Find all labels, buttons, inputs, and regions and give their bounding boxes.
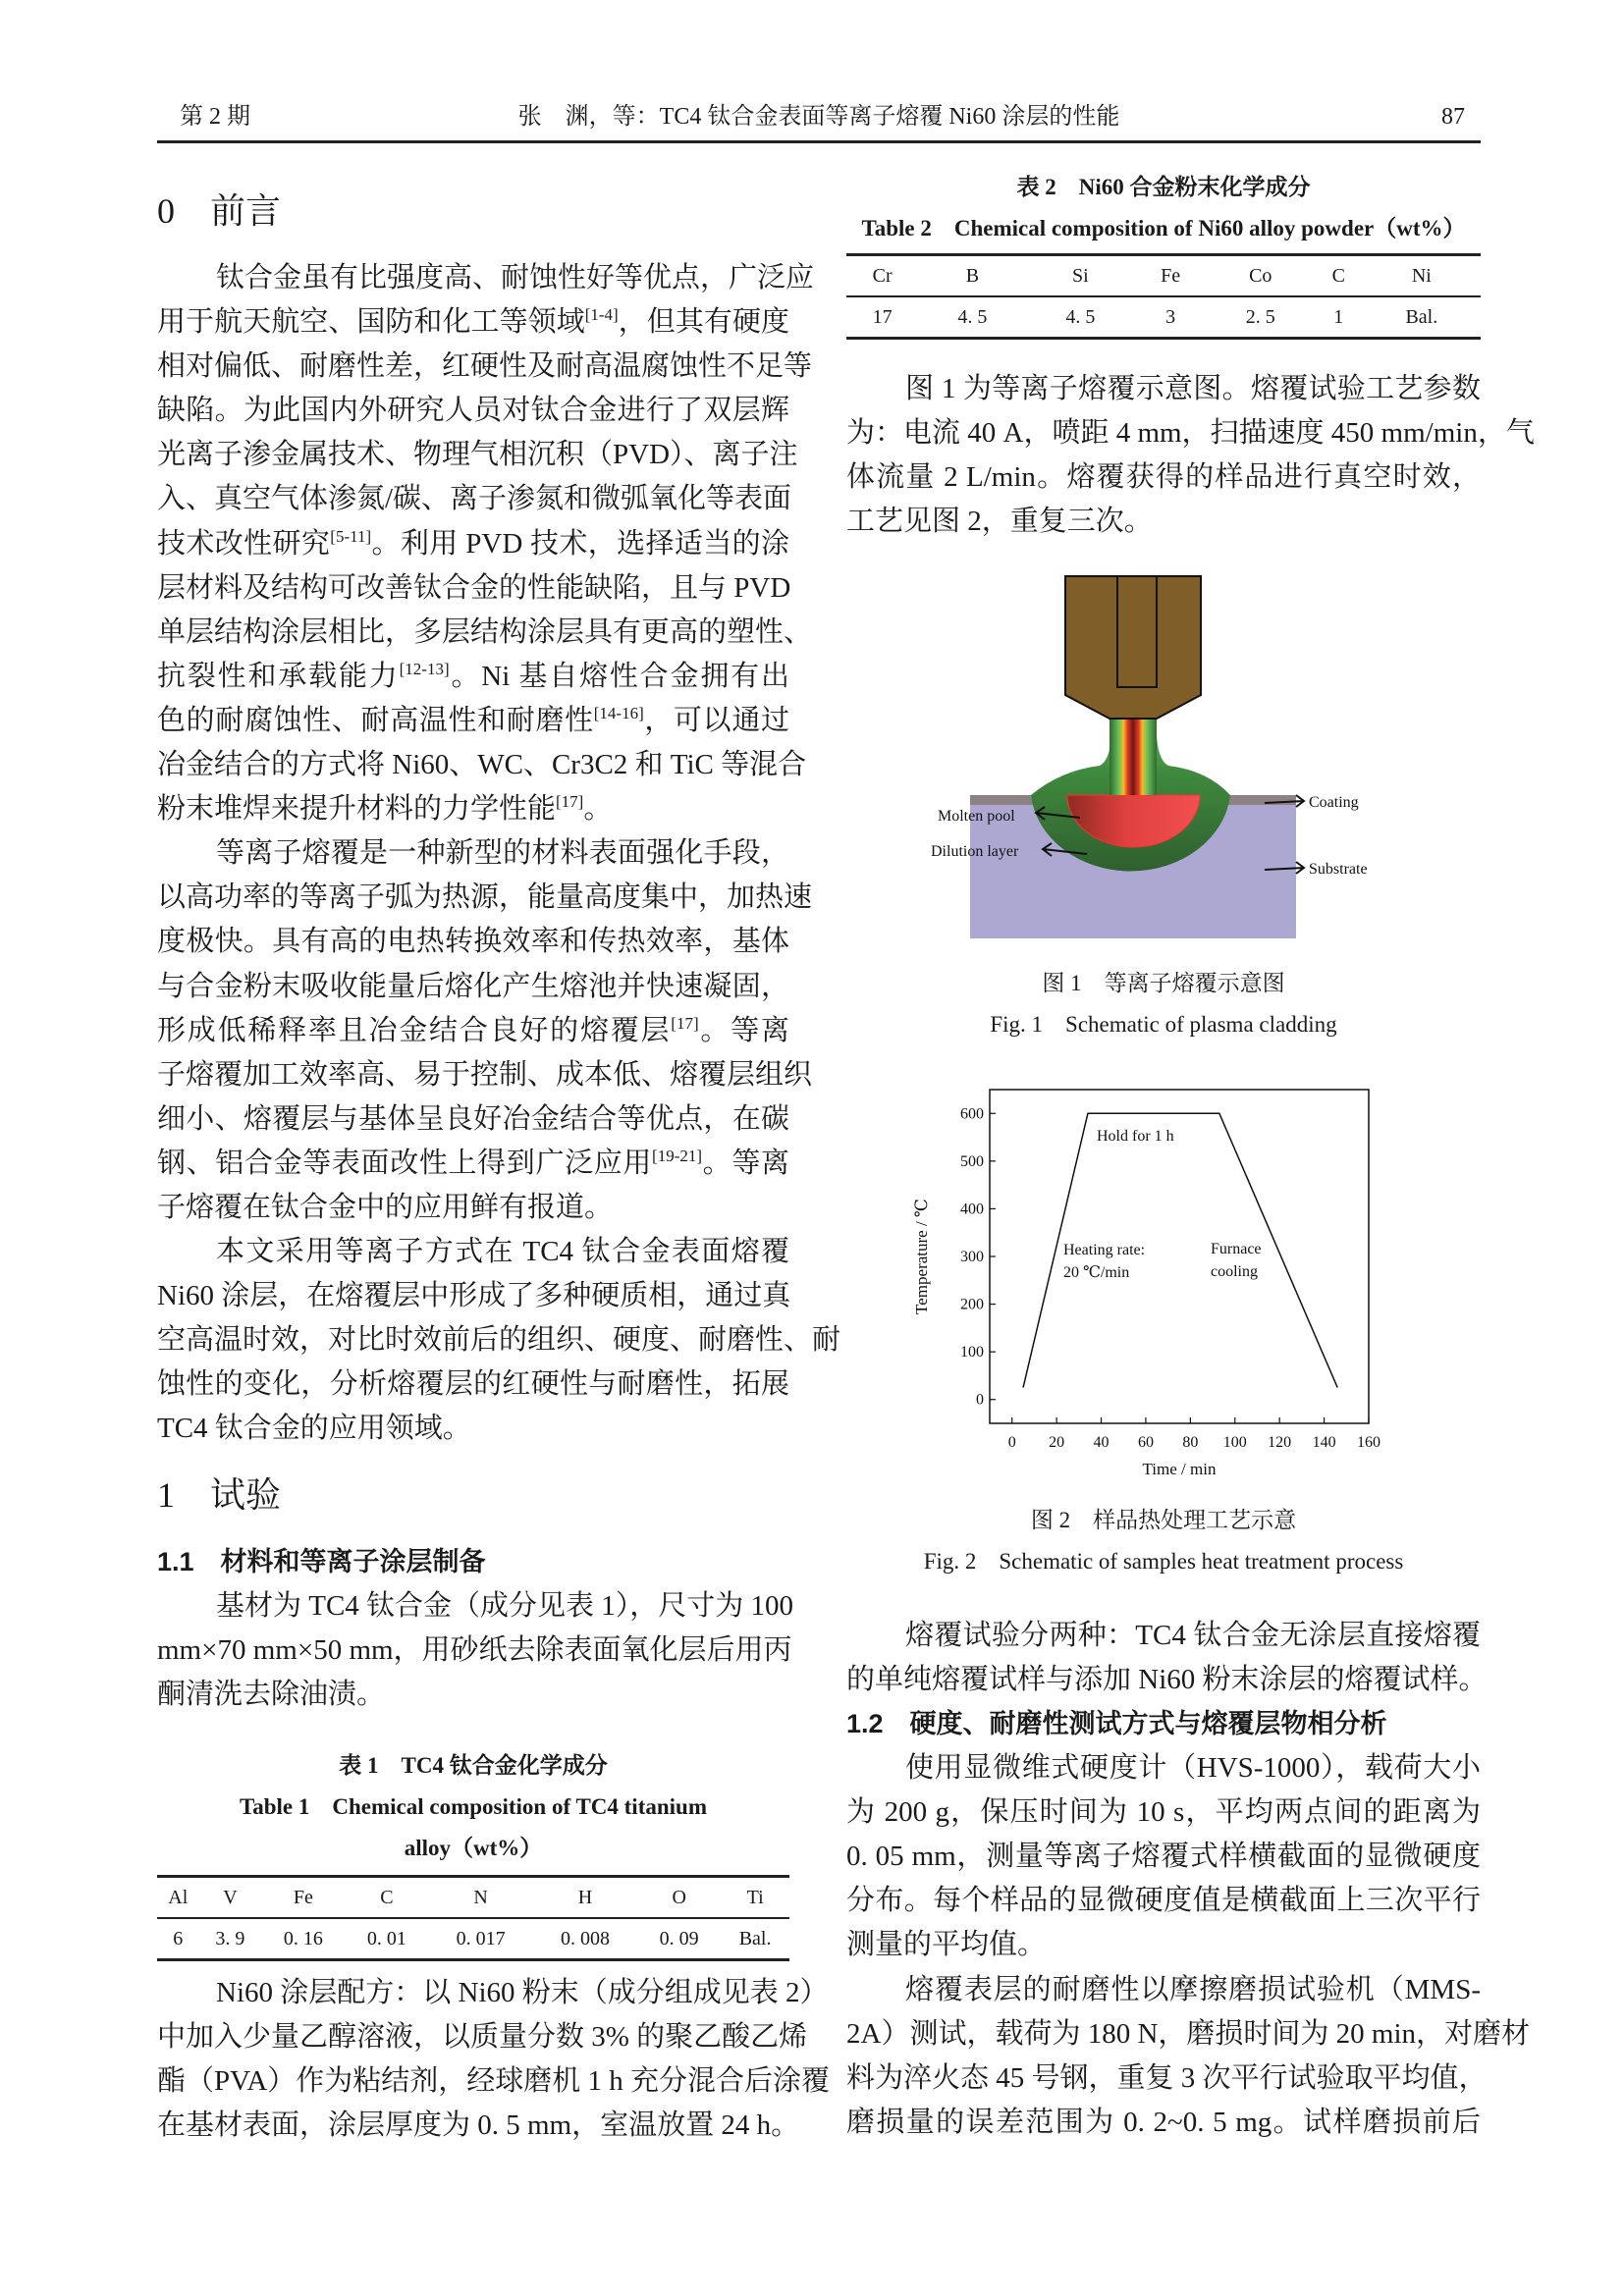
text-segment: 的单纯熔覆试样与添加 Ni60 粉末涂层的熔覆试样。	[846, 1664, 1488, 1696]
text-segment: 以高功率的等离子弧为热源，能量高度集中，加热速	[157, 881, 813, 914]
column-header: C	[1315, 255, 1363, 297]
text-line	[157, 787, 789, 831]
text-line	[157, 655, 789, 699]
column-header: Ni	[1363, 255, 1481, 297]
table-row	[157, 1918, 789, 1960]
text-line	[157, 1274, 789, 1318]
citation-ref: [17]	[556, 792, 584, 812]
column-header: N	[428, 1877, 532, 1919]
text-segment: 料为淬火态 45 号钢，重复 3 次平行试验取平均值，	[846, 2062, 1488, 2095]
table-header-row	[846, 255, 1481, 297]
figure-1-caption-en: Fig. 1 Schematic of plasma cladding	[990, 1012, 1337, 1037]
text-line	[157, 611, 813, 655]
text-segment: 缺陷。为此国内外研究人员对钛合金进行了双层辉	[157, 395, 789, 427]
text-segment: ，可以通过	[643, 704, 789, 736]
section-1-heading: 1 试验	[157, 1475, 282, 1515]
table-1-title-en-2: alloy（wt%）	[404, 1836, 543, 1860]
intro-text	[157, 256, 841, 1452]
citation-ref: [17]	[671, 1013, 699, 1033]
x-tick-label: 160	[1357, 1434, 1380, 1451]
table-cell: 0. 008	[533, 1918, 637, 1960]
y-axis-label: Temperature / ℃	[912, 1199, 931, 1314]
table-cell: 3. 9	[199, 1918, 262, 1960]
text-line	[157, 300, 789, 345]
x-tick-label: 0	[1007, 1434, 1016, 1451]
x-tick-label: 80	[1182, 1434, 1199, 1451]
text-segment: 入、真空气体渗氮/碳、离子渗氮和微弧氧化等表面	[157, 483, 792, 515]
y-tick-label: 300	[960, 1249, 984, 1265]
text-segment: Ni60 涂层配方：以 Ni60 粉末（成分组成见表 2）	[216, 1977, 829, 2008]
text-segment: 在基材表面，涂层厚度为 0. 5 mm，室温放置 24 h。	[157, 2109, 800, 2142]
text-segment: 层材料及结构可改善钛合金的性能缺陷，且与 PVD	[157, 571, 791, 604]
table-cell: 2. 5	[1207, 296, 1315, 339]
text-line	[846, 1614, 1481, 1658]
text-line	[157, 477, 792, 521]
text-segment: 0. 05 mm，测量等离子熔覆式样横截面的显微硬度	[846, 1841, 1481, 1873]
table-1-title-cn: 表 1 TC4 钛合金化学成分	[339, 1753, 608, 1778]
text-line	[846, 1790, 1481, 1835]
text-line	[157, 1097, 789, 1142]
text-line	[846, 367, 1481, 411]
citation-ref: [1-4]	[584, 305, 619, 325]
text-segment: 酯（PVA）作为粘结剂，经球磨机 1 h 充分混合后涂覆	[157, 2065, 831, 2098]
x-tick-label: 40	[1093, 1434, 1110, 1451]
text-segment: 子熔覆加工效率高、易于控制、成本低、熔覆层组织	[157, 1058, 813, 1091]
figure-1-caption-cn: 图 1 等离子熔覆示意图	[1042, 971, 1285, 995]
plasma-torch-nozzle	[1065, 576, 1201, 719]
dilution-layer-label: Dilution layer	[931, 843, 1019, 860]
text-line	[157, 433, 798, 477]
hardness-paragraph	[846, 1746, 1481, 1967]
text-line	[846, 1879, 1481, 1923]
wear-paragraph	[846, 1968, 1531, 2145]
text-line	[157, 1053, 813, 1097]
section-0-heading: 0 前言	[157, 191, 282, 231]
text-line	[157, 2015, 808, 2059]
text-segment: 空高温时效，对比时效前后的组织、硬度、耐磨性、耐	[157, 1324, 841, 1357]
figure-2-caption-en: Fig. 2 Schematic of samples heat treatment process	[923, 1549, 1404, 1574]
text-line	[157, 1971, 829, 2015]
table-row	[846, 296, 1481, 339]
text-segment: ，但其有硬度	[618, 306, 789, 339]
y-tick-label: 400	[960, 1201, 984, 1218]
text-line	[846, 2101, 1481, 2145]
text-line	[846, 455, 1481, 500]
text-line	[846, 2012, 1531, 2056]
text-line	[157, 345, 813, 389]
text-segment: 。	[583, 793, 613, 826]
text-segment: 为 200 g，保压时间为 10 s，平均两点间的距离为	[846, 1796, 1481, 1829]
text-segment: 技术改性研究	[157, 527, 331, 560]
text-segment: 。利用 PVD 技术，选择适当的涂	[371, 527, 789, 560]
molten-pool-label: Molten pool	[938, 808, 1015, 825]
text-line	[157, 1230, 789, 1274]
text-segment: 等离子熔覆是一种新型的材料表面强化手段，	[216, 837, 789, 870]
running-title: 张 渊，等：TC4 钛合金表面等离子熔覆 Ni60 涂层的性能	[517, 104, 1120, 130]
page-number: 87	[1441, 104, 1465, 130]
x-tick-label: 60	[1137, 1434, 1154, 1451]
text-segment: 。等离	[702, 1147, 789, 1179]
text-line	[157, 1318, 841, 1362]
text-segment: 细小、熔覆层与基体呈良好冶金结合等优点，在碳	[157, 1102, 789, 1135]
column-header: Fe	[261, 1877, 345, 1919]
text-segment: 。Ni 基自熔性合金拥有出	[449, 660, 789, 692]
citation-ref: [14-16]	[593, 703, 644, 722]
y-tick-label: 0	[976, 1391, 984, 1409]
text-segment: 本文采用等离子方式在 TC4 钛合金表面熔覆	[216, 1236, 789, 1268]
text-line	[157, 2059, 831, 2104]
plasma-jet	[1110, 719, 1157, 795]
text-line	[846, 1923, 1481, 1967]
text-line	[846, 411, 1535, 455]
y-tick-label: 500	[960, 1152, 984, 1170]
text-line	[157, 699, 789, 743]
text-line	[157, 743, 807, 787]
text-segment: 钢、铝合金等表面改性上得到广泛应用	[157, 1147, 653, 1179]
annotation-cooling: cooling	[1211, 1263, 1258, 1280]
x-axis-label: Time / min	[1142, 1460, 1217, 1478]
plot-frame	[990, 1090, 1369, 1423]
text-segment: 形成低稀释率且冶金结合良好的熔覆层	[157, 1014, 672, 1046]
table-cell: Bal.	[1363, 296, 1481, 339]
text-segment: 2A）测试，载荷为 180 N，磨损时间为 20 min，对磨材	[846, 2018, 1531, 2051]
text-segment: 熔覆试验分两种：TC4 钛合金无涂层直接熔覆	[905, 1620, 1481, 1651]
table-2-title-en: Table 2 Chemical composition of Ni60 alloy powder（wt%）	[861, 216, 1466, 240]
text-line	[846, 500, 1481, 544]
text-segment: 基材为 TC4 钛合金（成分见表 1），尺寸为 100	[216, 1590, 794, 1622]
figure-2-heat-treatment-chart	[884, 1070, 1434, 1492]
annotation-furnace: Furnace	[1211, 1241, 1262, 1257]
table-cell: 0. 01	[345, 1918, 428, 1960]
text-segment: 中加入少量乙醇溶液，以质量分数 3% 的聚乙酸乙烯	[157, 2021, 808, 2054]
text-segment: 单层结构涂层相比，多层结构涂层具有更高的塑性、	[157, 615, 813, 648]
table-cell: 6	[157, 1918, 199, 1960]
text-segment: 酮清洗去除油渍。	[157, 1679, 386, 1711]
text-line	[846, 1968, 1481, 2012]
text-line	[157, 1407, 789, 1451]
text-segment: 图 1 为等离子熔覆示意图。熔覆试验工艺参数	[905, 373, 1481, 404]
text-line	[157, 566, 789, 611]
x-tick-label: 100	[1222, 1434, 1247, 1451]
trial-paragraph	[846, 1614, 1488, 1702]
table-cell: 0. 09	[637, 1918, 721, 1960]
table-cell: Bal.	[721, 1918, 789, 1960]
text-segment: 子熔覆在钛合金中的应用鲜有报道。	[157, 1191, 614, 1223]
text-segment: 蚀性的变化，分析熔覆层的红硬性与耐磨性，拓展	[157, 1368, 789, 1401]
coating-paragraph	[157, 1971, 831, 2148]
column-header: H	[533, 1877, 637, 1919]
text-segment: 光离子渗金属技术、物理气相沉积（PVD）、离子注	[157, 439, 798, 471]
text-segment: 磨损量的误差范围为 0. 2~0. 5 mg。试样磨损前后	[846, 2107, 1481, 2139]
table-cell: 0. 16	[261, 1918, 345, 1960]
text-segment: 用于航天航空、国防和化工等领域	[157, 306, 585, 339]
citation-ref: [5-11]	[330, 526, 372, 546]
table-1-grid	[157, 1875, 789, 1961]
column-header: Al	[157, 1877, 199, 1919]
text-line	[157, 389, 789, 433]
annotation-heating-rate: Heating rate:	[1063, 1242, 1146, 1258]
text-line	[157, 522, 789, 566]
text-line	[157, 1584, 794, 1629]
text-line	[846, 1658, 1488, 1702]
text-segment: 。等离	[698, 1014, 789, 1046]
y-tick-label: 600	[960, 1105, 984, 1123]
x-tick-label: 20	[1049, 1434, 1065, 1451]
citation-ref: [19-21]	[652, 1146, 703, 1165]
text-line	[157, 831, 789, 876]
table-cell: 1	[1315, 296, 1363, 339]
text-line	[157, 1673, 789, 1717]
text-line	[157, 920, 789, 964]
table-header-row	[157, 1877, 789, 1919]
column-header: Cr	[846, 255, 918, 297]
subsection-1-2-heading: 1.2 硬度、耐磨性测试方式与熔覆层物相分析	[846, 1709, 1387, 1738]
substrate-label: Substrate	[1309, 861, 1368, 878]
text-line	[157, 1186, 789, 1230]
text-segment: 冶金结合的方式将 Ni60、WC、Cr3C2 和 TiC 等混合	[157, 749, 807, 781]
citation-ref: [12-13]	[399, 659, 450, 678]
process-paragraph	[846, 367, 1535, 544]
table-cell: 3	[1134, 296, 1206, 339]
text-segment: Ni60 涂层，在熔覆层中形成了多种硬质相，通过真	[157, 1280, 791, 1312]
table-cell: 4. 5	[918, 296, 1026, 339]
column-header: Fe	[1134, 255, 1206, 297]
text-line	[157, 965, 789, 1009]
text-line	[157, 1009, 789, 1053]
y-tick-label: 200	[960, 1296, 984, 1313]
table-1-title-en: Table 1 Chemical composition of TC4 titanium	[239, 1794, 707, 1819]
header-rule	[157, 140, 1481, 143]
text-segment: mm×70 mm×50 mm，用砂纸去除表面氧化层后用丙	[157, 1634, 792, 1667]
text-segment: 粉末堆焊来提升材料的力学性能	[157, 793, 557, 826]
text-line	[846, 1835, 1481, 1879]
text-segment: 使用显微维式硬度计（HVS-1000），载荷大小	[905, 1752, 1481, 1784]
text-line	[157, 2104, 800, 2148]
text-line	[157, 1142, 789, 1186]
text-segment: 体流量 2 L/min。熔覆获得的样品进行真空时效，	[846, 461, 1481, 494]
text-segment: 分布。每个样品的显微硬度值是横截面上三次平行	[846, 1885, 1481, 1917]
column-header: V	[199, 1877, 262, 1919]
text-line	[846, 2056, 1488, 2101]
text-line	[157, 876, 813, 920]
x-tick-label: 140	[1312, 1434, 1336, 1451]
y-tick-label: 100	[960, 1344, 984, 1362]
text-segment: 色的耐腐蚀性、耐高温性和耐磨性	[157, 704, 594, 736]
text-line	[157, 1629, 792, 1673]
table-cell: 0. 017	[428, 1918, 532, 1960]
subsection-1-1-heading: 1.1 材料和等离子涂层制备	[157, 1547, 486, 1576]
issue-number: 第 2 期	[180, 104, 250, 130]
column-header: Co	[1207, 255, 1315, 297]
figure-2-caption-cn: 图 2 样品热处理工艺示意	[1030, 1508, 1297, 1532]
text-line	[846, 1746, 1481, 1790]
table-cell: 17	[846, 296, 918, 339]
text-segment: 度极快。具有高的电热转换效率和传热效率，基体	[157, 926, 789, 958]
text-segment: 与合金粉末吸收能量后熔化产生熔池并快速凝固，	[157, 970, 789, 1002]
text-segment: 测量的平均值。	[846, 1929, 1047, 1961]
annotation-hold: Hold for 1 h	[1097, 1128, 1174, 1145]
table-1	[157, 1745, 789, 1961]
substrate-paragraph	[157, 1584, 794, 1717]
text-segment: 相对偏低、耐磨性差，红硬性及耐高温腐蚀性不足等	[157, 350, 813, 383]
x-tick-label: 120	[1268, 1434, 1292, 1451]
text-line	[157, 1362, 789, 1407]
text-segment: 为：电流 40 A，喷距 4 mm，扫描速度 450 mm/min，气	[846, 417, 1535, 450]
text-line	[157, 256, 815, 300]
column-header: C	[345, 1877, 428, 1919]
table-2-grid	[846, 253, 1481, 340]
table-2	[846, 167, 1481, 340]
table-2-title-cn: 表 2 Ni60 合金粉末化学成分	[1016, 175, 1311, 199]
text-segment: 熔覆表层的耐磨性以摩擦磨损试验机（MMS-	[905, 1974, 1481, 2005]
column-header: O	[637, 1877, 721, 1919]
text-segment: 工艺见图 2，重复三次。	[846, 506, 1153, 538]
column-header: Ti	[721, 1877, 789, 1919]
column-header: Si	[1026, 255, 1134, 297]
text-segment: 钛合金虽有比强度高、耐蚀性好等优点，广泛应	[216, 262, 815, 294]
text-segment: TC4 钛合金的应用领域。	[157, 1413, 471, 1445]
column-header: B	[918, 255, 1026, 297]
text-segment: 抗裂性和承载能力	[157, 660, 400, 692]
annotation-heating-value: 20 ℃/min	[1063, 1264, 1130, 1281]
table-cell: 4. 5	[1026, 296, 1134, 339]
coating-label: Coating	[1309, 794, 1359, 811]
figure-1-plasma-cladding-schematic	[923, 569, 1394, 952]
